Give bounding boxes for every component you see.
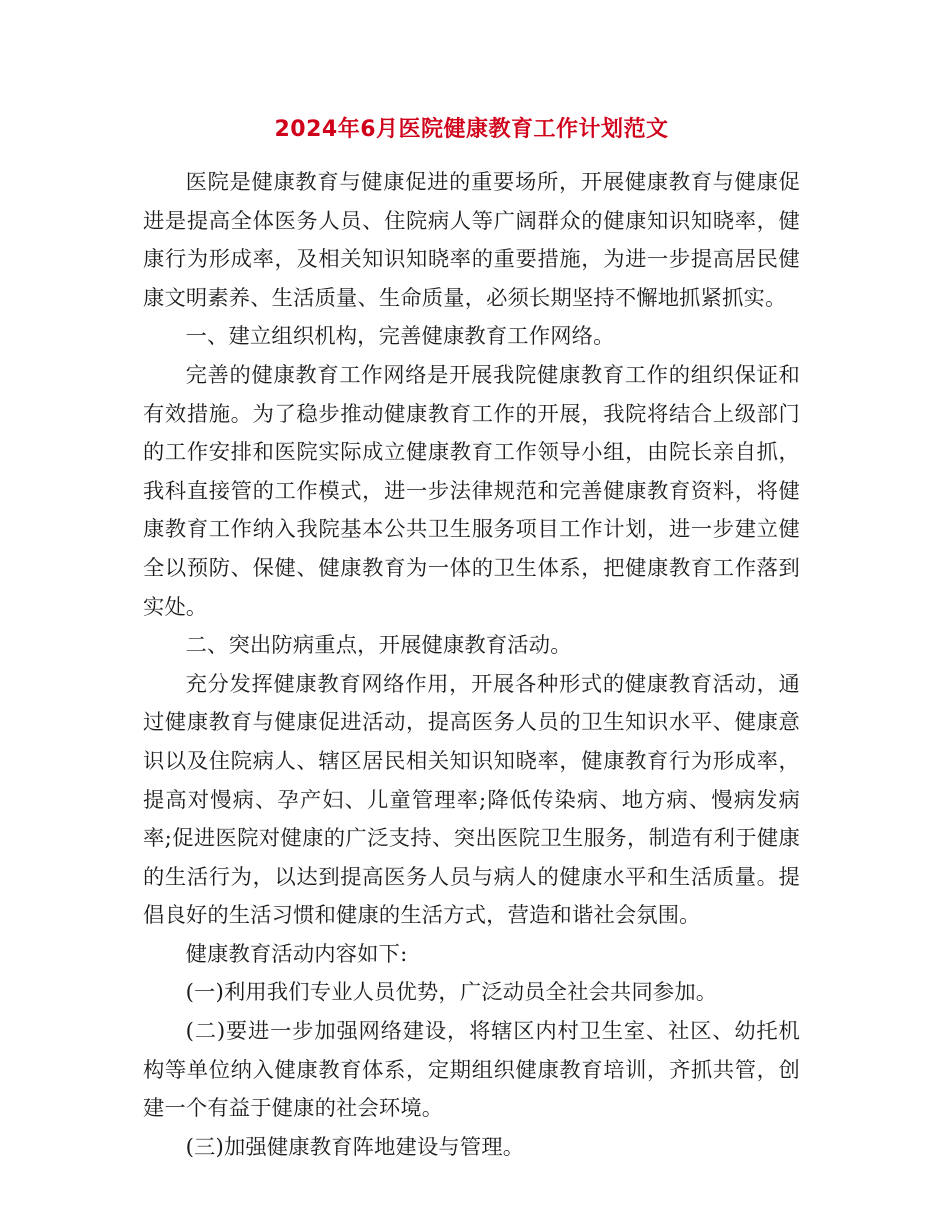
list-item-1: (一)利用我们专业人员优势，广泛动员全社会共同参加。 — [185, 980, 718, 1006]
paragraph-intro: 医院是健康教育与健康促进的重要场所，开展健康教育与健康促进是提高全体医务人员、住院病人等广阔群众的健康知识知晓率，健康行为形成率，及相关知识知晓率的重要措施，为进一步提高居民健康文明素养、生活质量、生命质量，必须长期坚持不懈地抓紧抓实。 — [143, 170, 800, 311]
list-item-3: (三)加强健康教育阵地建设与管理。 — [185, 1134, 525, 1160]
list-intro: 健康教育活动内容如下: — [185, 941, 408, 967]
list-item-2: (二)要进一步加强网络建设，将辖区内村卫生室、社区、幼托机构等单位纳入健康教育体系，定期组织健康教育培训，齐抓共管，创建一个有益于健康的社会环境。 — [143, 1019, 800, 1122]
section-heading-1: 一、建立组织机构，完善健康教育工作网络。 — [185, 324, 615, 350]
document-title: 2024年6月医院健康教育工作计划范文 — [274, 117, 669, 142]
paragraph-section-2: 充分发挥健康教育网络作用，开展各种形式的健康教育活动，通过健康教育与健康促进活动，提高医务人员的卫生知识水平、健康意识以及住院病人、辖区居民相关知识知晓率，健康教育行为形成率，提高对慢病、孕产妇、儿童管理率;降低传染病、地方病、慢病发病率;促进医院对健康的广泛支持、突出医院卫生服务，制造有利于健康的生活行为，以达到提高医务人员与病人的健康水平和生活质量。提倡良好的生活习惯和健康的生活方式，营造和谐社会氛围。 — [143, 671, 800, 929]
paragraph-section-1: 完善的健康教育工作网络是开展我院健康教育工作的组织保证和有效措施。为了稳步推动健康教育工作的开展，我院将结合上级部门的工作安排和医院实际成立健康教育工作领导小组，由院长亲自抓，我科直接管的工作模式，进一步法律规范和完善健康教育资料，将健康教育工作纳入我院基本公共卫生服务项目工作计划，进一步建立健全以预防、保健、健康教育为一体的卫生体系，把健康教育工作落到实处。 — [143, 362, 800, 620]
section-heading-2: 二、突出防病重点，开展健康教育活动。 — [185, 633, 572, 659]
